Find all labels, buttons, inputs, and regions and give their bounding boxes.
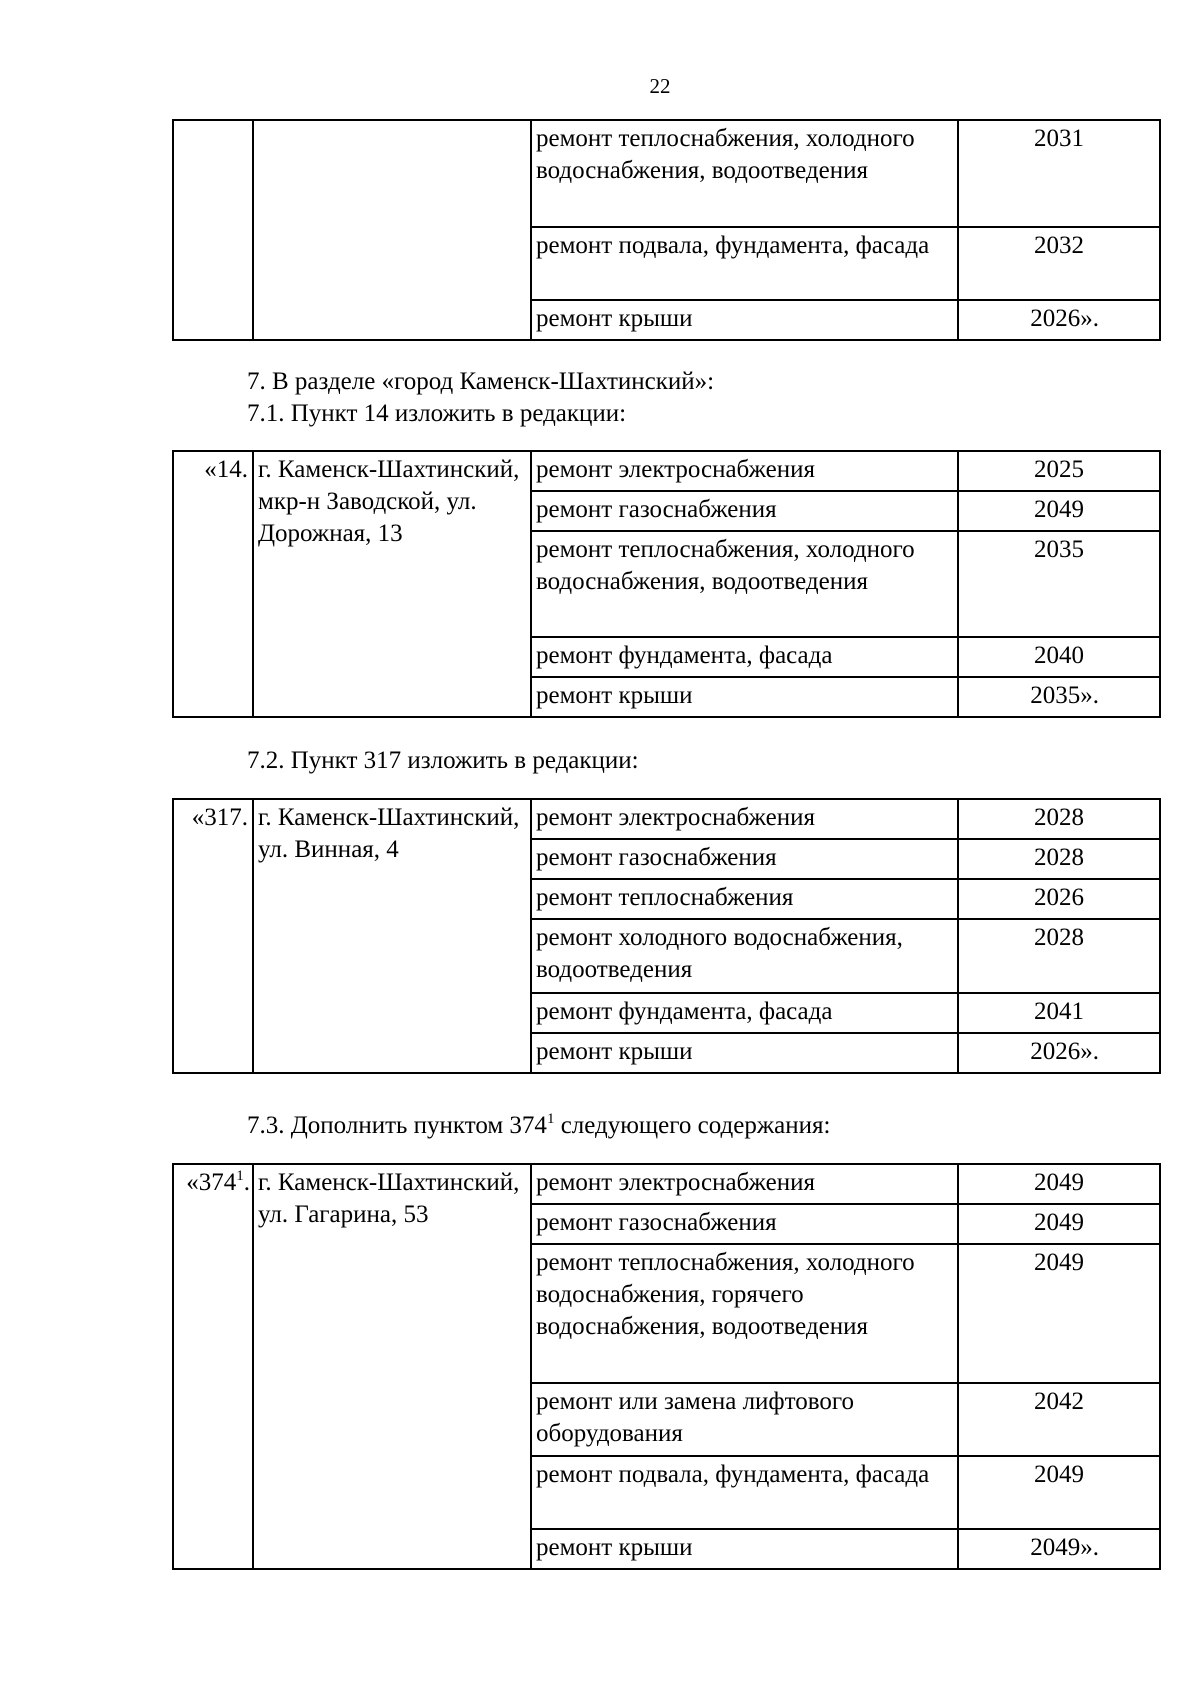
paragraph-item-374-1: 7.3. Дополнить пунктом $374^1$ следующего содержания:	[247, 1111, 831, 1139]
work-cell: ремонт электроснабжения	[531, 451, 958, 491]
work-cell: ремонт крыши	[531, 1529, 958, 1569]
work-cell: ремонт фундамента, фасада	[531, 637, 958, 677]
year-cell: 2049	[958, 491, 1160, 531]
year-cell: 2028	[958, 919, 1160, 993]
table-continuation	[172, 119, 1161, 341]
year-cell: 2032	[958, 227, 1160, 300]
year-cell: 2028	[958, 839, 1160, 879]
work-cell: ремонт холодного водоснабжения, водоотведения	[531, 919, 958, 993]
address-cell: г. Каменск-Шахтинский, ул. Гагарина, 53	[253, 1164, 531, 1569]
work-cell: ремонт газоснабжения	[531, 1204, 958, 1244]
year-cell: 2028	[958, 799, 1160, 839]
table-item-317	[172, 798, 1161, 1074]
item-number-cell	[173, 120, 253, 340]
table-item-14	[172, 450, 1161, 718]
work-cell: ремонт или замена лифтового оборудования	[531, 1383, 958, 1456]
address-cell	[253, 120, 531, 340]
year-cell: 2049	[958, 1204, 1160, 1244]
year-cell: 2041	[958, 993, 1160, 1033]
year-cell: 2026	[958, 879, 1160, 919]
work-cell: ремонт фундамента, фасада	[531, 993, 958, 1033]
address-cell: г. Каменск-Шахтинский, мкр-н Заводской, ул. Дорожная, 13	[253, 451, 531, 717]
work-cell: ремонт теплоснабжения, холодного водоснабжения, водоотведения	[531, 120, 958, 227]
year-cell: 2042	[958, 1383, 1160, 1456]
work-cell: ремонт крыши	[531, 1033, 958, 1073]
year-cell: 2049».	[958, 1529, 1160, 1569]
item-number-cell: «317.	[173, 799, 253, 1073]
work-cell: ремонт газоснабжения	[531, 839, 958, 879]
year-cell: 2025	[958, 451, 1160, 491]
work-cell: ремонт подвала, фундамента, фасада	[531, 1456, 958, 1529]
work-cell: ремонт крыши	[531, 677, 958, 717]
work-cell: ремонт подвала, фундамента, фасада	[531, 227, 958, 300]
year-cell: 2026».	[958, 300, 1160, 340]
year-cell: 2049	[958, 1164, 1160, 1204]
year-cell: 2035».	[958, 677, 1160, 717]
address-cell: г. Каменск-Шахтинский, ул. Винная, 4	[253, 799, 531, 1073]
item-number-cell: «14.	[173, 451, 253, 717]
work-cell: ремонт крыши	[531, 300, 958, 340]
year-cell: 2026».	[958, 1033, 1160, 1073]
work-cell: ремонт теплоснабжения	[531, 879, 958, 919]
page-number: 22	[649, 74, 671, 98]
work-cell: ремонт газоснабжения	[531, 491, 958, 531]
work-cell: ремонт теплоснабжения, холодного водоснабжения, водоотведения	[531, 531, 958, 637]
year-cell: 2031	[958, 120, 1160, 227]
work-cell: ремонт электроснабжения	[531, 1164, 958, 1204]
item-number-cell: «$374^1$.	[173, 1164, 253, 1569]
section-heading: 7. В разделе «город Каменск-Шахтинский»:	[247, 368, 715, 395]
table-item-374-1	[172, 1163, 1161, 1570]
paragraph-item-14: 7.1. Пункт 14 изложить в редакции:	[247, 400, 627, 427]
table-row	[173, 451, 1160, 491]
paragraph-item-317: 7.2. Пункт 317 изложить в редакции:	[247, 747, 639, 774]
year-cell: 2040	[958, 637, 1160, 677]
year-cell: 2035	[958, 531, 1160, 637]
year-cell: 2049	[958, 1244, 1160, 1383]
table-row	[173, 120, 1160, 227]
table-row	[173, 799, 1160, 839]
work-cell: ремонт теплоснабжения, холодного водоснабжения, горячего водоснабжения, водоотведения	[531, 1244, 958, 1383]
year-cell: 2049	[958, 1456, 1160, 1529]
table-row	[173, 1164, 1160, 1204]
work-cell: ремонт электроснабжения	[531, 799, 958, 839]
